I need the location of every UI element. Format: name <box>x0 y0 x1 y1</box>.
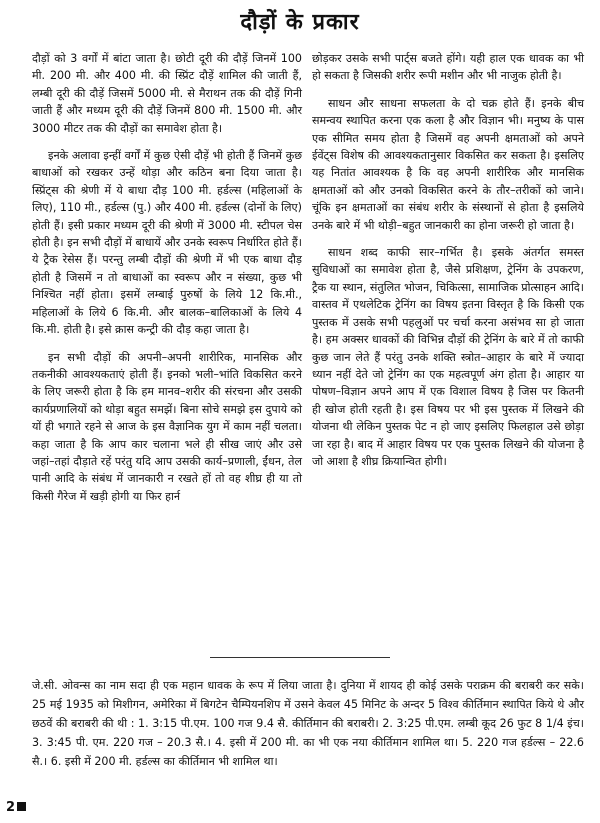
paragraph: इन सभी दौड़ों की अपनी–अपनी शारीरिक, मानसिक और तकनीकी आवश्यकताएं होती हैं। इनको भली–भांति विकसित करने के लिए जरूरी होता है कि हम मानव–शरीर की संरचना और उसकी कार्यप्रणालियों को थोड़ा बहुत समझें। बिना सोचे समझे इस दुपाये को यों ही भगाते रहने से आज के इस वैज्ञानिक युग में काम नहीं चलता। कहा जाता है कि आप कार चलाना भले ही सीख जाएं और उसे जहां–तहां दौड़ाते रहें परंतु यदि आप उसकी कार्य–प्रणाली, ईंधन, तेल पानी आदि के संबंध में जानकारी न रखते हों तो वह शीघ्र ही या तो किसी गैरेज में खड़ी होगी या फिर हार्न <box>32 350 302 503</box>
footnote <box>32 676 584 771</box>
paragraph: साधन और साधना सफलता के दो चक्र होते हैं। इनके बीच समन्वय स्थापित करना एक कला है और विज्ञान भी। मनुष्य के पास एक सीमित समय होता है जिसमें वह अपनी क्षमताओं को अपने ईवेंट्स विशेष की आवश्यकतानुसार विकसित कर सकता है। इसलिए यह नितांत आवश्यक है कि वह अपनी शारीरिक और मानसिक क्षमताओं को और उनको विकसित करने के तौर–तरीकों को जाने। चूंकि इन क्षमताओं का संबंध शरीर के संस्थानों से होता है इसलिये उनके बारे में भी थोड़ी–बहुत जानकारी का होना जरूरी हो जाता है। <box>312 96 584 232</box>
right-column <box>312 50 584 480</box>
paragraph: दौड़ों को 3 वर्गों में बांटा जाता है। छोटी दूरी की दौड़ें जिनमें 100 मी. 200 मी. और 400 मी. की स्प्रिंट दौड़ें शामिल की जाती हैं, लम्बी दूरी की दौड़ें जिसमें 5000 मी. से मैराथन तक की दौड़ें गिनी जाती हैं और मध्यम दूरी की दौड़ें जिनमें 800 मी. 1500 मी. और 3000 मीटर तक की दौड़ों का समावेश होता है। <box>32 52 302 135</box>
left-column <box>32 50 302 515</box>
footnote-text: जे.सी. ओवन्स का नाम सदा ही एक महान धावक के रूप में लिया जाता है। दुनिया में शायद ही कोई उसके पराक्रम की बराबरी कर सके। 25 मई 1935 को मिशीगन, अमेरिका में बिगटेन चैम्पियनशिप में उसने केवल 45 मिनिट के अन्दर 5 विश्व कीर्तिमान स्थापित किये थे और छठवें की बराबरी की थी : 1. 3:15 पी.एम. 100 गज 9.4 सै. कीर्तिमान की बराबरी। 2. 3:25 पी.एम. लम्बी कूद 26 फुट 8 1/4 इंच। 3. 3:45 पी. एम. 220 गज – 20.3 सै.। 4. इसी में 200 मी. का भी एक नया कीर्तिमान शामिल था। 5. 220 गज हर्डल्स – 22.6 सै.। 6. इसी में 200 मी. हर्डल्स का कीर्तिमान भी शामिल था। <box>32 679 584 768</box>
page-title: दौड़ों के प्रकार <box>240 10 360 35</box>
page-number-text: 2 <box>6 800 16 815</box>
page-number <box>6 800 26 815</box>
paragraph: इनके अलावा इन्हीं वर्गों में कुछ ऐसी दौड़ें भी होती हैं जिनमें कुछ बाधाओं को रखकर उन्हें थोड़ा और कठिन बना दिया जाता है। स्प्रिंट्स की श्रेणी में ये बाधा दौड़ 100 मी. हर्डल्स (महिलाओं के लिए), 110 मी., हर्डल्स (पु.) और 400 मी. हर्डल्स (दोनों के लिए) होती हैं। इसी प्रकार मध्यम दूरी की श्रेणी में 3000 मी. स्टीपल चेस होती है। इन सभी दौड़ों में बाधायें और उनके स्वरूप निर्धारित होते हैं। ये ट्रैक रेसेस हैं। परन्तु लम्बी दौड़ों की श्रेणी में भी एक बाधा दौड़ होती है जिसमें न तो बाधाओं का स्वरूप और न संख्या, कुछ भी निश्चित नहीं होता। इसमें लम्बाई पुरुषों के लिये 12 कि.मी., महिलाओं के लिये 6 कि.मी. और बालक–बालिकाओं के लिये 4 कि.मी. होती है। इसे क्रास कन्ट्री की दौड़ कहा जाता है। <box>32 149 302 337</box>
square-marker-icon <box>17 802 26 811</box>
paragraph: छोड़कर उसके सभी पार्ट्स बजते होंगे। यही हाल एक धावक का भी हो सकता है जिसकी शरीर रूपी मशीन और भी नाजुक होती है। <box>312 52 584 83</box>
paragraph: साधन शब्द काफी सार–गर्भित है। इसके अंतर्गत समस्त सुविधाओं का समावेश होता है, जैसे प्रशिक्षण, ट्रेनिंग के उपकरण, ट्रैक या स्थान, संतुलित भोजन, चिकित्सा, सामाजिक प्रोत्साहन आदि। वास्तव में एथलेटिक ट्रेनिंग का विषय इतना विस्तृत है कि किसी एक पुस्तक में उसके सभी पहलुओं पर चर्चा करना असंभव सा हो जाता है। हम अक्सर धावकों की विभिन्न दौड़ों की ट्रेनिंग के बारे में तो काफी कुछ जान लेते हैं परंतु उनके शक्ति स्त्रोत–आहार के बारे में ज्यादा ध्यान नहीं देते जो ट्रेनिंग का एक महत्वपूर्ण अंग होता है। आहार या पोषण–विज्ञान अपने आप में एक विशाल विषय है जिस पर कितनी ही खोज होती रहती है। इस विषय पर भी इस पुस्तक में लिखने की योजना थी लेकिन पुस्तक पेट न हो जाए इसलिए फिलहाल उसे छोड़ा जा रहा है। बाद में आहार विषय पर एक पुस्तक लिखने की योजना है जो आशा है शीघ्र क्रियान्वित होगी। <box>312 246 584 468</box>
footnote-divider <box>210 657 390 658</box>
